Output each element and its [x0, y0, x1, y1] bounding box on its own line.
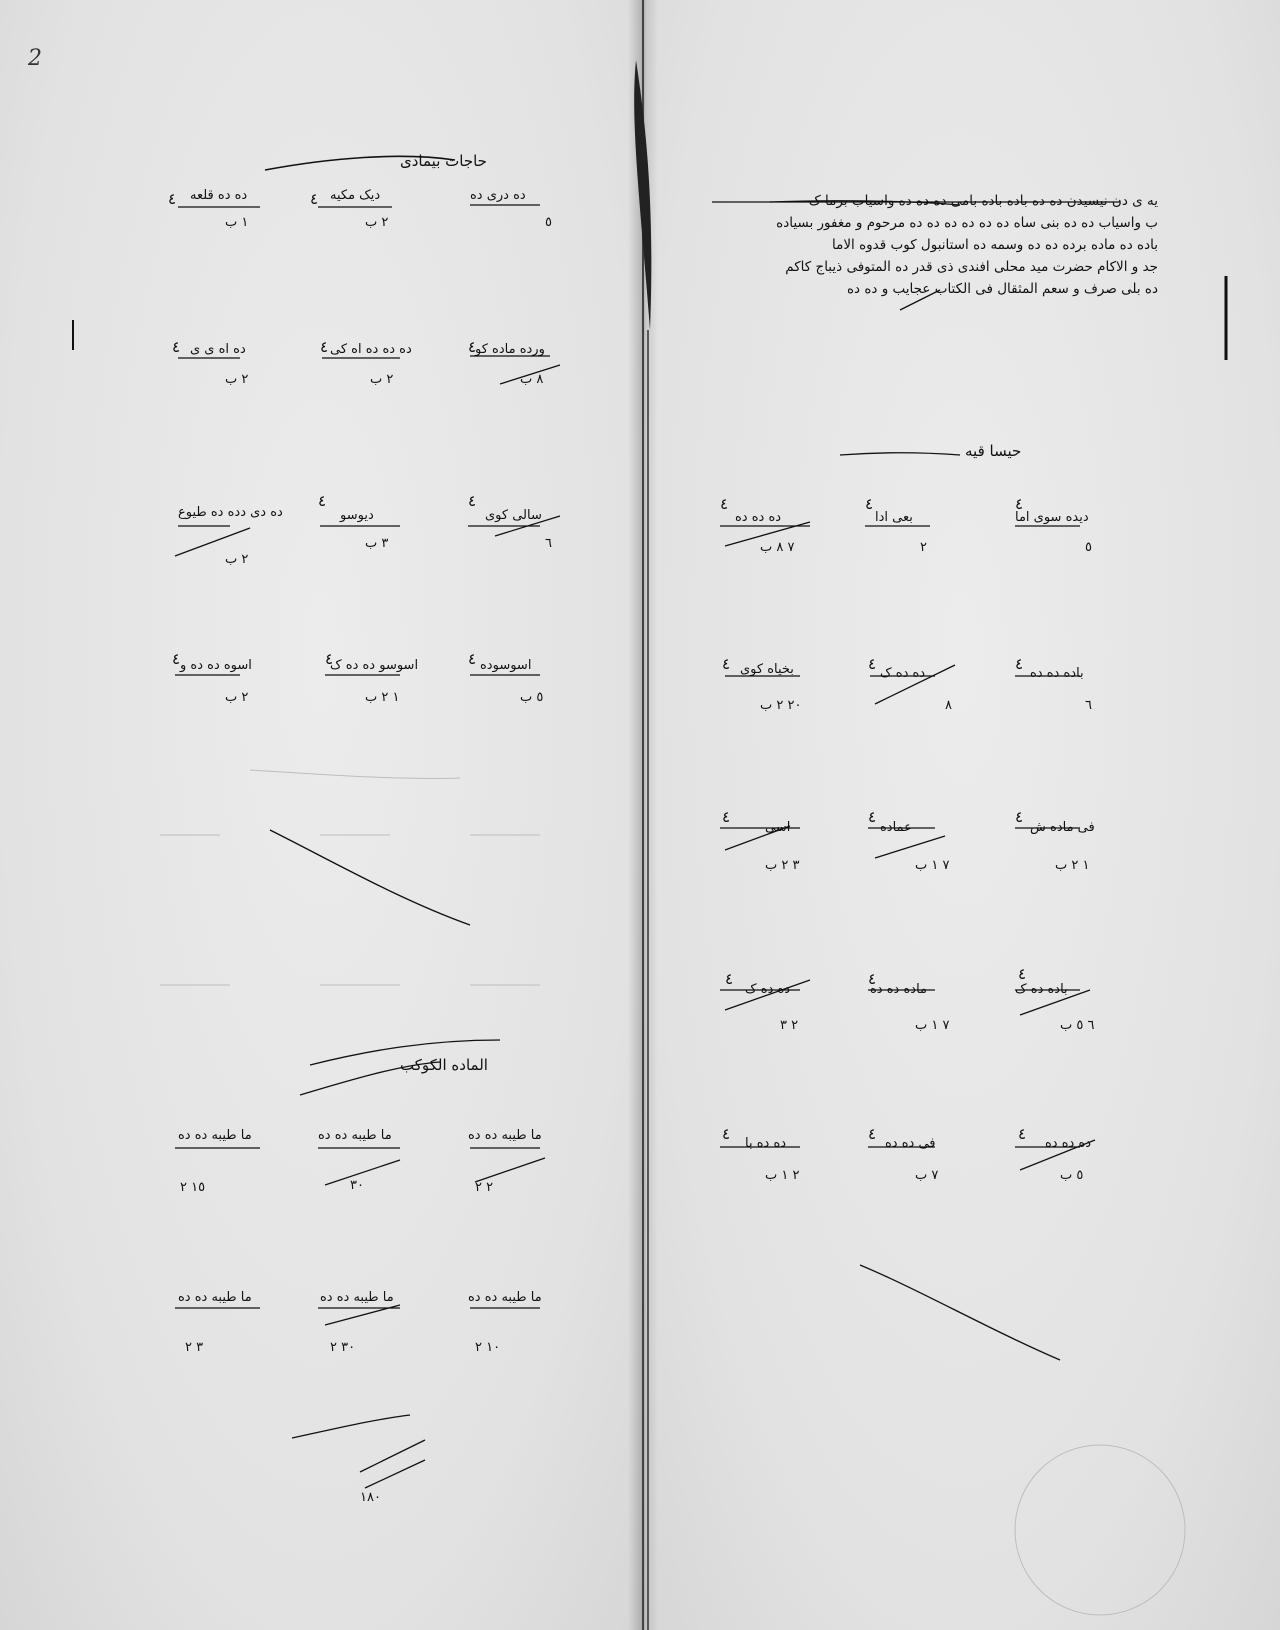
entry-name: ما طیبه ده ده [320, 1290, 394, 1305]
marker: ٤ [310, 190, 319, 208]
marker: ٤ [722, 808, 731, 826]
marker: ٤ [722, 1125, 731, 1143]
entry-name: ما طیبه ده ده [178, 1290, 252, 1305]
entry-value: ١ ب [225, 215, 249, 230]
marker: ٤ [172, 338, 181, 356]
entry-value: ٦ [1085, 698, 1092, 713]
entry-value: ٢ ٢ [475, 1180, 494, 1195]
entry-value: ٢٠ ٢ ب [760, 698, 802, 713]
left-heading-2: الماده الکوکب [400, 1056, 488, 1074]
entry-name: بخیاه کوی [740, 662, 794, 677]
entry-value: ٣٠ [350, 1178, 364, 1193]
marker: ٤ [325, 650, 334, 668]
marker: ٤ [1018, 965, 1027, 983]
entry-value: ٢ ب [225, 372, 249, 387]
paragraph-line: ده بلی صرف و سعم المثقال فی الکتاب عجایب و ده ده [846, 281, 1158, 297]
entry-value: ٢ ١ ب [765, 1168, 800, 1183]
grand-total: ١٨٠ [360, 1490, 381, 1505]
paragraph-line: ب واسیاب ده ده بنی ساه ده ده ده ده ده ده مرحوم و مغفور بسیاده [776, 215, 1158, 231]
entry-value: ٦ [545, 536, 552, 551]
marker: ٤ [722, 655, 731, 673]
entry-value: ١ ٢ ب [1055, 858, 1090, 873]
entry-name: ده دری ده [470, 188, 526, 203]
entry-value: ١٥ ٢ [180, 1180, 206, 1195]
entry-value: ٧ ب [915, 1168, 939, 1183]
paragraph-line: باده ده ماده برده ده ده وسمه ده استانبول کوب قدوه الاما [832, 237, 1158, 253]
entry-value: ٥ [545, 215, 552, 230]
marker: ٤ [1015, 808, 1024, 826]
entry-value: ١ ٢ ب [365, 690, 400, 705]
entry-name: اسوه ده ده و [180, 658, 252, 673]
entry-name: ما طیبه ده ده [468, 1128, 542, 1143]
entry-value: ٣ ب [365, 536, 389, 551]
entry-value: ٢ ب [225, 690, 249, 705]
entry-name: اسی [765, 820, 791, 835]
entry-name: دیده سوی اما [1015, 510, 1089, 525]
marker: ٤ [1015, 495, 1024, 513]
marker: ٤ [168, 190, 177, 208]
entry-value: ٧ ٨ ب [760, 540, 795, 555]
entry-name: اسوسو ده ده ک [330, 658, 419, 673]
entry-name: ما طیبه ده ده [468, 1290, 542, 1305]
marker: ٤ [865, 495, 874, 513]
entry-value: ١٠ ٢ [475, 1340, 501, 1355]
entry-name: سالی کوی [485, 508, 542, 523]
entry-value: ٢ [920, 540, 927, 555]
entry-name: ما طیبه ده ده [318, 1128, 392, 1143]
entry-name: عماده [880, 820, 912, 835]
entry-name: ده ده ده [735, 510, 782, 525]
entry-value: ٢ ب [365, 215, 389, 230]
entry-value: ٣ ٢ [185, 1340, 204, 1355]
entry-value: ٢ ب [225, 552, 249, 567]
entry-name: دیک مکیه [330, 188, 381, 203]
marker: ٤ [868, 655, 877, 673]
entry-name: ده ده ک [745, 982, 791, 997]
marker: ٤ [720, 495, 729, 513]
entry-name: ورده ماده کو [475, 342, 545, 357]
entry-name: بعی ادا [875, 510, 913, 525]
right-heading-1: حیسا قیه [965, 442, 1022, 460]
marker: ٤ [868, 970, 877, 988]
marker: ٤ [725, 970, 734, 988]
entry-name: باده ده ده [1030, 666, 1084, 681]
entry-name: ده ده قلعه [190, 188, 248, 203]
entry-value: ٧ ١ ب [915, 1018, 950, 1033]
paragraph-line: جد و الاکام حضرت مید محلی افندی ذی قدر ده المتوفی ذیباج کاکم [785, 259, 1158, 275]
entry-name: ده ده ده [1045, 1136, 1092, 1151]
entry-name: ده دی دده ده طیوع [178, 505, 283, 520]
entry-name: ده اه ی ی [190, 342, 246, 357]
entry-name: باده ده ک [1015, 982, 1068, 997]
entry-name: ده ده با [745, 1136, 787, 1151]
entry-name: ماده ده ده [870, 982, 927, 997]
entry-value: ٨ [945, 698, 952, 713]
left-heading-1: حاجات بيمادی [400, 152, 487, 170]
marker: ٤ [172, 650, 181, 668]
entry-name: فی ده ده [885, 1136, 936, 1151]
entry-value: ٧ ١ ب [915, 858, 950, 873]
entry-value: ٥ ب [520, 690, 544, 705]
marker: ٤ [318, 492, 327, 510]
marker: ٤ [868, 808, 877, 826]
entry-value: ٥ ب [1060, 1168, 1084, 1183]
paragraph-line: یه ی دن نیسیدن ده ده باده باده بامی ده ده ده واسیاب برما ک [808, 193, 1158, 209]
marker: ٤ [468, 492, 477, 510]
marker: ٤ [1018, 1125, 1027, 1143]
entry-value: ٨ ب [520, 372, 544, 387]
marker: ٤ [468, 650, 477, 668]
entry-name: اسوسوده [480, 658, 532, 673]
marker: ٤ [468, 338, 477, 356]
entry-value: ٢ ب [370, 372, 394, 387]
entry-name: ما طیبه ده ده [178, 1128, 252, 1143]
marker: ٤ [320, 338, 329, 356]
marker: ٤ [868, 1125, 877, 1143]
marker: ٤ [1015, 655, 1024, 673]
right-paragraph [718, 190, 1158, 300]
folio-number: 2 [28, 46, 42, 71]
entry-name: فی ماده ش [1030, 820, 1095, 835]
entry-name: ده ده ده اه کی [330, 342, 412, 357]
entry-value: ٣٠ ٢ [330, 1340, 356, 1355]
entry-value: ٦ ٥ ب [1060, 1018, 1095, 1033]
entry-value: ٢ ٣ [780, 1018, 799, 1033]
entry-value: ٣ ٢ ب [765, 858, 800, 873]
entry-name: دیوسو [340, 508, 374, 523]
entry-name: ده ده ک [880, 666, 926, 681]
entry-value: ٥ [1085, 540, 1092, 555]
